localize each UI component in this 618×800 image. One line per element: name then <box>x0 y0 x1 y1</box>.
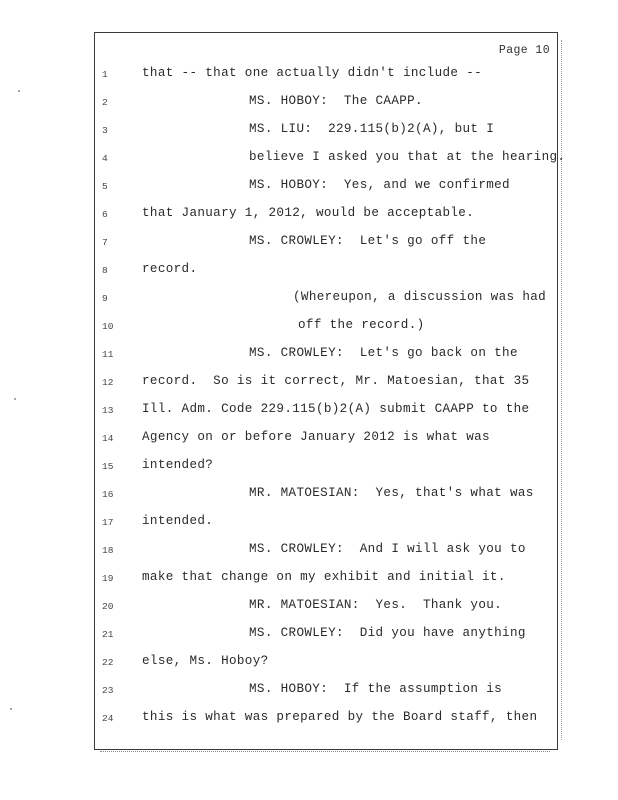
line-number: 15 <box>102 461 114 472</box>
scan-speck <box>14 398 16 400</box>
line-number: 1 <box>102 69 108 80</box>
line-number: 17 <box>102 517 114 528</box>
transcript-line <box>0 598 618 618</box>
line-text: Agency on or before January 2012 is what was <box>142 430 490 444</box>
transcript-line <box>0 682 618 702</box>
line-number: 23 <box>102 685 114 696</box>
line-text: record. <box>142 262 198 276</box>
scan-speck <box>18 90 20 92</box>
line-text: off the record.) <box>298 318 425 332</box>
line-text: record. So is it correct, Mr. Matoesian, that 35 <box>142 374 530 388</box>
bottom-margin-dots <box>100 751 550 754</box>
line-number: 10 <box>102 321 114 332</box>
line-text: make that change on my exhibit and initial it. <box>142 570 506 584</box>
line-text: (Whereupon, a discussion was had <box>293 290 547 304</box>
transcript-line <box>0 374 618 394</box>
transcript-line <box>0 318 618 338</box>
line-text: MR. MATOESIAN: Yes, that's what was <box>249 486 534 500</box>
line-number: 22 <box>102 657 114 668</box>
line-number: 16 <box>102 489 114 500</box>
transcript-line <box>0 94 618 114</box>
line-number: 11 <box>102 349 114 360</box>
line-number: 5 <box>102 181 108 192</box>
line-number: 12 <box>102 377 114 388</box>
line-number: 7 <box>102 237 108 248</box>
line-number: 13 <box>102 405 114 416</box>
transcript-line <box>0 206 618 226</box>
line-number: 8 <box>102 265 108 276</box>
line-text: intended. <box>142 514 214 528</box>
line-number: 21 <box>102 629 114 640</box>
line-text: MS. CROWLEY: And I will ask you to <box>249 542 526 556</box>
transcript-line <box>0 458 618 478</box>
transcript-line <box>0 150 618 170</box>
line-text: MR. MATOESIAN: Yes. Thank you. <box>249 598 503 612</box>
transcript-line <box>0 178 618 198</box>
transcript-line <box>0 402 618 422</box>
line-number: 24 <box>102 713 114 724</box>
line-number: 9 <box>102 293 108 304</box>
transcript-line <box>0 486 618 506</box>
line-text: MS. CROWLEY: Let's go off the <box>249 234 487 248</box>
transcript-line <box>0 66 618 86</box>
line-text: Ill. Adm. Code 229.115(b)2(A) submit CAAPP to the <box>142 402 530 416</box>
line-text: MS. HOBOY: If the assumption is <box>249 682 503 696</box>
line-text: else, Ms. Hoboy? <box>142 654 269 668</box>
transcript-line <box>0 262 618 282</box>
transcript-line <box>0 122 618 142</box>
line-text: believe I asked you that at the hearing. <box>249 150 566 164</box>
line-text: that -- that one actually didn't include -- <box>142 66 483 80</box>
line-number: 18 <box>102 545 114 556</box>
line-text: MS. HOBOY: Yes, and we confirmed <box>249 178 510 192</box>
transcript-line <box>0 542 618 562</box>
line-number: 20 <box>102 601 114 612</box>
line-number: 4 <box>102 153 108 164</box>
transcript-line <box>0 430 618 450</box>
line-text: MS. HOBOY: The CAAPP. <box>249 94 423 108</box>
transcript-line <box>0 234 618 254</box>
transcript-line <box>0 570 618 590</box>
transcript-line <box>0 346 618 366</box>
transcript-line <box>0 626 618 646</box>
line-text: this is what was prepared by the Board staff, then <box>142 710 538 724</box>
line-text: MS. LIU: 229.115(b)2(A), but I <box>249 122 495 136</box>
line-number: 14 <box>102 433 114 444</box>
transcript-line <box>0 654 618 674</box>
line-number: 3 <box>102 125 108 136</box>
line-number: 19 <box>102 573 114 584</box>
line-text: MS. CROWLEY: Let's go back on the <box>249 346 518 360</box>
line-text: intended? <box>142 458 214 472</box>
transcript-line <box>0 290 618 310</box>
transcript-line <box>0 514 618 534</box>
line-number: 2 <box>102 97 108 108</box>
line-number: 6 <box>102 209 108 220</box>
transcript-line <box>0 710 618 730</box>
line-text: MS. CROWLEY: Did you have anything <box>249 626 526 640</box>
line-text: that January 1, 2012, would be acceptable. <box>142 206 475 220</box>
page-number-label: Page 10 <box>498 44 550 57</box>
